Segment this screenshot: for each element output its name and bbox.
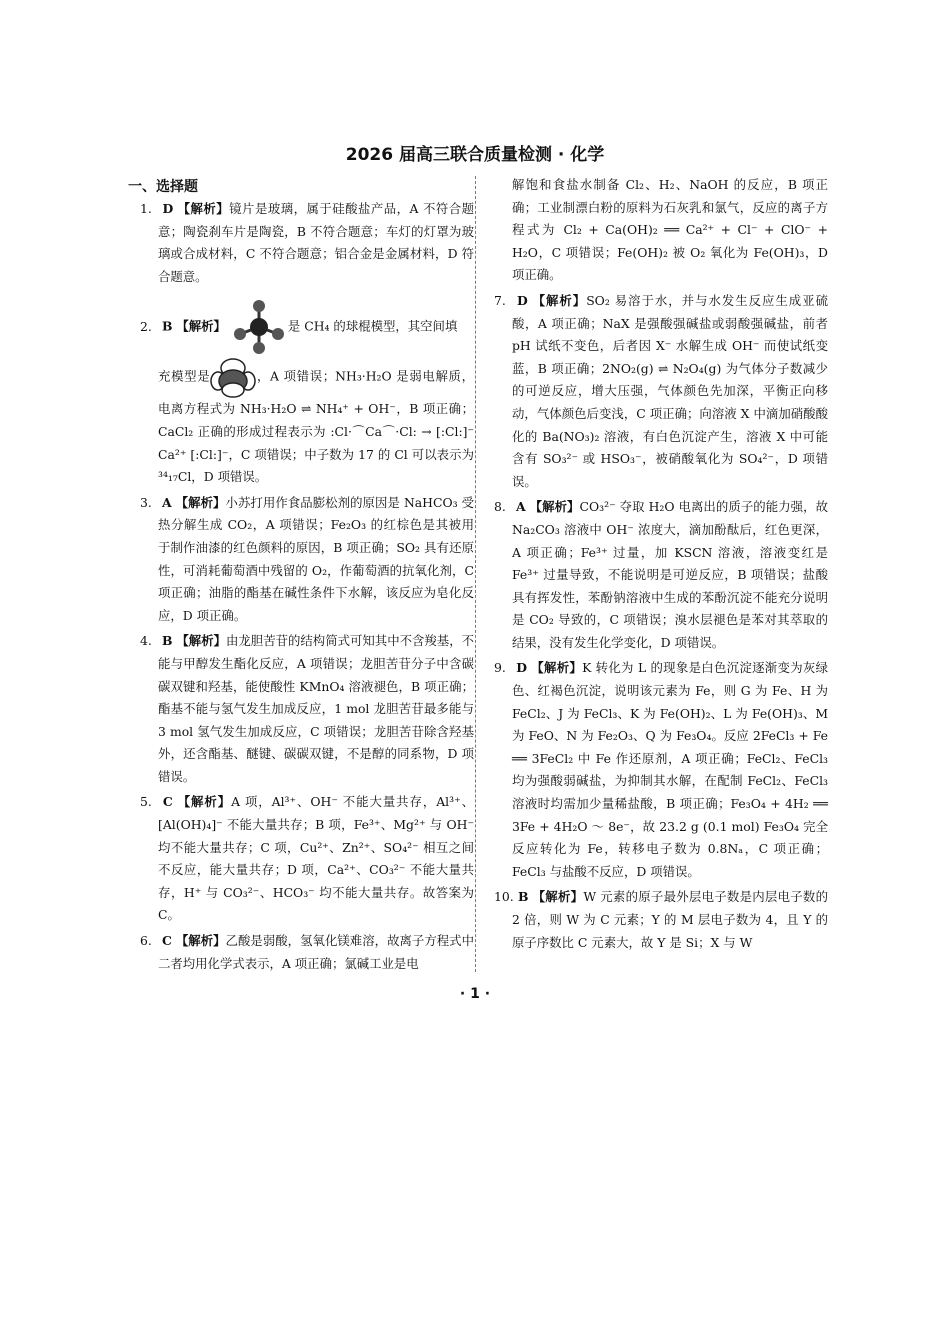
question-3: 3. A 【解析】小苏打用作食品膨松剂的原因是 NaHCO₃ 受热分解生成 CO₂，A 项错误；Fe₂O₃ 的红棕色是其被用于制作油漆的红色颜料的原因，B 项正确；SO₂ 具有还原性，可消耗葡萄酒中残留的 O₂，作葡萄酒的抗氧化剂，C 项正确；油脂的酯基在碱性条件下水解，该反应为皂化反应，D 项正确。: [140, 494, 474, 623]
question-1: 1. D 【解析】镜片是玻璃，属于硅酸盐产品，A 不符合题意；陶瓷刹车片是陶瓷，B 不符合题意；车灯的灯罩为玻璃或合成材料，C 不符合题意；铝合金是金属材料，D 符合题意。: [140, 201, 474, 284]
question-7: 7. D 【解析】SO₂ 易溶于水，并与水发生反应生成亚硫酸，A 项正确；NaX 是强酸强碱盐或弱酸强碱盐，前者 pH 试纸不变色，后者因 X⁻ 水解生成 OH⁻ 而使试纸变蓝，B 项正确；2NO₂(g) ⇌ N₂O₄(g) 为气体分子数减少的可逆反应，增大压强，气体颜色先加深，平衡正向移动，气体颜色后变浅，C 项正确；向溶液 X 中滴加硝酸酸化的 Ba(NO₃)₂ 溶液，有白色沉淀产生，溶液 X 中可能含有 SO₃²⁻ 或 HSO₃⁻，被硝酸氧化为 SO₄²⁻，D 项错误。: [494, 292, 828, 489]
right-column: [494, 174, 828, 954]
section-heading: 一、选择题: [128, 179, 198, 195]
question-6-continued: 解饱和食盐水制备 Cl₂、H₂、NaOH 的反应，B 项正确；工业制漂白粉的原料为石灰乳和氯气，反应的离子方程式为 Cl₂ + Ca(OH)₂ ══ Ca²⁺ + Cl⁻ + ClO⁻ + H₂O，C 项错误；Fe(OH)₂ 被 O₂ 氧化为 Fe(OH)₃，D 项正确。: [512, 177, 828, 283]
ball-and-stick-model-icon: [230, 298, 288, 356]
question-8: 8. A 【解析】CO₃²⁻ 夺取 H₂O 电离出的质子的能力强，故 Na₂CO₃ 溶液中 OH⁻ 浓度大，滴加酚酞后，红色更深，A 项正确；Fe³⁺ 过量，加 KSCN 溶液，溶液变红是 Fe³⁺ 过量导致，不能说明是可逆反应，B 项错误；盐酸具有挥发性，苯酚钠溶液中生成的苯酚沉淀不能充分说明是 CO₂ 导致的，C 项错误；溴水层褪色是苯对其萃取的结果，没有发生化学变化，D 项错误。: [494, 499, 828, 650]
column-divider: [475, 176, 476, 972]
question-4: 4. B 【解析】由龙胆苦苷的结构简式可知其中不含羧基，不能与甲醇发生酯化反应，A 项错误；龙胆苦苷分子中含碳碳双键和羟基，能使酸性 KMnO₄ 溶液褪色，B 项正确；酯基不能与氢气发生加成反应，1 mol 龙胆苦苷最多能与 3 mol 氢气发生加成反应，C 项错误；龙胆苦苷除含羟基外，还含酯基、醚键、碳碳双键，不是醇的同系物，D 项错误。: [140, 633, 474, 784]
question-9: 9. D 【解析】K 转化为 L 的现象是白色沉淀逐渐变为灰绿色、红褐色沉淀，说明该元素为 Fe，则 G 为 Fe、H 为 FeCl₂、J 为 FeCl₃、K 为 Fe(OH)₂、L 为 Fe(OH)₃、M 为 FeO、N 为 Fe₂O₃、Q 为 Fe₃O₄。反应 2FeCl₃ + Fe ══ 3FeCl₂ 中 Fe 作还原剂，A 项正确；FeCl₂、FeCl₃ 均为强酸弱碱盐，为抑制其水解，在配制 FeCl₂、FeCl₃ 溶液时均需加少量稀盐酸，B 项正确；Fe₃O₄ + 4H₂ ══ 3Fe + 4H₂O ～ 8e⁻，故 23.2 g (0.1 mol) Fe₃O₄ 完全反应转化为 Fe，转移电子数为 0.8Nₐ，C 项正确；FeCl₃ 与盐酸不反应，D 项错误。: [494, 660, 828, 879]
question-2: 2. B 【解析】 是 CH₄ 的球棍模型，其空间填 充模型是 ，A 项错误；NH₃·H₂O 是弱电解质，电离方程式为 NH₃·H₂O ⇌ NH₄⁺ + OH⁻，B 项正确；CaCl₂ 正确的形成过程表示为 :Cl·⌒Ca⌒·Cl: → [:Cl:]⁻ Ca²⁺ [:Cl:]⁻，C 项错误；中子数为 17 的 Cl 可以表示为 ³⁴₁₇Cl，D 项错误。: [140, 298, 474, 488]
question-5: 5. C 【解析】A 项，Al³⁺、OH⁻ 不能大量共存，Al³⁺、[Al(OH)₄]⁻ 不能大量共存；B 项，Fe³⁺、Mg²⁺ 与 OH⁻ 均不能大量共存；C 项，Cu²⁺、Zn²⁺、SO₄²⁻ 相互之间不反应，能大量共存；D 项，Ca²⁺、CO₃²⁻ 不能大量共存，H⁺ 与 CO₃²⁻、HCO₃⁻ 均不能大量共存。故答案为 C。: [140, 794, 474, 923]
left-column: [140, 198, 474, 975]
question-6: 6. C 【解析】乙酸是弱酸，氢氧化镁难溶，故离子方程式中二者均用化学式表示，A 项正确；氯碱工业是电: [140, 933, 475, 971]
question-10: 10. B 【解析】W 元素的原子最外层电子数是内层电子数的 2 倍，则 W 为 C 元素；Y 的 M 层电子数为 4，且 Y 的原子序数比 C 元素大，故 Y 是 Si；X 与 W: [494, 889, 828, 950]
page-title: 2026 届高三联合质量检测 · 化学: [345, 145, 605, 165]
space-filling-model-icon: [210, 356, 256, 398]
page-number: · 1 ·: [459, 986, 491, 1002]
